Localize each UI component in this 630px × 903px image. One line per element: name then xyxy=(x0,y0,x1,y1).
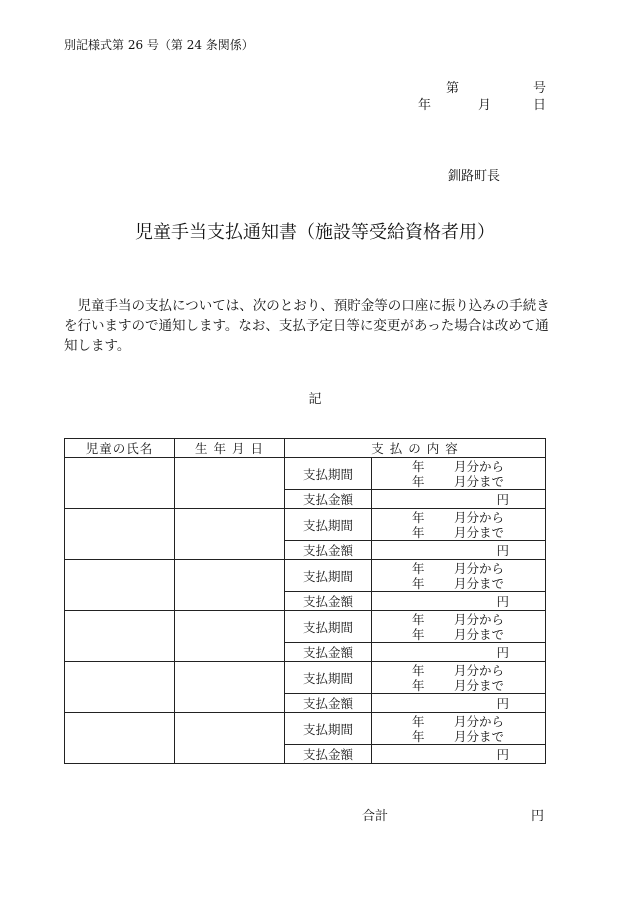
total-yen: 円 xyxy=(530,809,544,824)
amount-cell[interactable]: 円 xyxy=(372,541,546,560)
period-cell[interactable] xyxy=(372,662,546,694)
period-cell[interactable] xyxy=(372,509,546,541)
table-row xyxy=(65,458,546,490)
total-label: 合計 xyxy=(362,809,389,824)
period-from-month: 月分から xyxy=(454,662,505,678)
child-name-cell[interactable] xyxy=(65,662,175,713)
document-number xyxy=(446,77,546,95)
amount-cell[interactable]: 円 xyxy=(372,643,546,662)
period-from-year: 年 xyxy=(412,611,425,627)
period-to-year: 年 xyxy=(412,677,425,693)
amount-label: 支払金額 xyxy=(285,541,372,560)
child-name-cell[interactable] xyxy=(65,611,175,662)
period-from-year: 年 xyxy=(412,509,425,525)
period-label: 支払期間 xyxy=(285,458,372,490)
amount-cell[interactable]: 円 xyxy=(372,745,546,764)
period-from-month: 月分から xyxy=(454,611,505,627)
birthdate-cell[interactable] xyxy=(175,560,285,611)
period-cell[interactable] xyxy=(372,560,546,592)
period-to-month: 月分まで xyxy=(454,473,505,489)
period-from-month: 月分から xyxy=(454,458,505,474)
period-label: 支払期間 xyxy=(285,509,372,541)
period-to-month: 月分まで xyxy=(454,626,505,642)
doc-no-suffix: 号 xyxy=(532,81,546,96)
date-year: 年 xyxy=(418,98,432,113)
date-month: 月 xyxy=(478,98,492,113)
ki-heading: 記 xyxy=(308,392,322,407)
period-from-month: 月分から xyxy=(454,713,505,729)
period-from-year: 年 xyxy=(412,662,425,678)
period-to-month: 月分まで xyxy=(454,677,505,693)
period-label: 支払期間 xyxy=(285,560,372,592)
amount-label: 支払金額 xyxy=(285,490,372,509)
period-from-year: 年 xyxy=(412,458,425,474)
period-label: 支払期間 xyxy=(285,662,372,694)
period-to-year: 年 xyxy=(412,575,425,591)
period-to-month: 月分まで xyxy=(454,575,505,591)
period-label: 支払期間 xyxy=(285,611,372,643)
table-header-row xyxy=(65,439,546,458)
header-child-name: 児童の氏名 xyxy=(65,439,175,458)
period-from-month: 月分から xyxy=(454,509,505,525)
period-to-month: 月分まで xyxy=(454,524,505,540)
table-row xyxy=(65,611,546,643)
period-to-year: 年 xyxy=(412,524,425,540)
amount-label: 支払金額 xyxy=(285,745,372,764)
table-row xyxy=(65,509,546,541)
payment-table xyxy=(64,438,546,764)
table-row xyxy=(65,713,546,745)
period-to-year: 年 xyxy=(412,473,425,489)
doc-no-prefix: 第 xyxy=(446,81,460,96)
amount-cell[interactable]: 円 xyxy=(372,694,546,713)
birthdate-cell[interactable] xyxy=(175,662,285,713)
document-date xyxy=(418,94,546,112)
period-to-month: 月分まで xyxy=(454,728,505,744)
body-text: 児童手当の支払については、次のとおり、預貯金等の口座に振り込みの手続きを行いますので通知します。なお、支払予定日等に変更があった場合は改めて通知します。 xyxy=(64,298,550,354)
period-to-year: 年 xyxy=(412,626,425,642)
child-name-cell[interactable] xyxy=(65,509,175,560)
amount-label: 支払金額 xyxy=(285,643,372,662)
period-from-month: 月分から xyxy=(454,560,505,576)
form-number: 別記様式第 26 号（第 24 条関係） xyxy=(64,38,254,52)
period-from-year: 年 xyxy=(412,560,425,576)
child-name-cell[interactable] xyxy=(65,560,175,611)
period-cell[interactable] xyxy=(372,611,546,643)
birthdate-cell[interactable] xyxy=(175,509,285,560)
period-cell[interactable] xyxy=(372,713,546,745)
amount-label: 支払金額 xyxy=(285,694,372,713)
period-label: 支払期間 xyxy=(285,713,372,745)
sender-name: 釧路町長 xyxy=(448,169,501,184)
table-row xyxy=(65,662,546,694)
period-from-year: 年 xyxy=(412,713,425,729)
period-to-year: 年 xyxy=(412,728,425,744)
date-day: 日 xyxy=(532,98,546,113)
amount-cell[interactable]: 円 xyxy=(372,490,546,509)
child-name-cell[interactable] xyxy=(65,458,175,509)
document-title: 児童手当支払通知書（施設等受給資格者用） xyxy=(135,222,495,243)
amount-label: 支払金額 xyxy=(285,592,372,611)
birthdate-cell[interactable] xyxy=(175,713,285,764)
child-name-cell[interactable] xyxy=(65,713,175,764)
birthdate-cell[interactable] xyxy=(175,458,285,509)
period-cell[interactable] xyxy=(372,458,546,490)
table-row xyxy=(65,560,546,592)
header-payment-content: 支 払 の 内 容 xyxy=(285,439,546,458)
amount-cell[interactable]: 円 xyxy=(372,592,546,611)
header-birthdate: 生 年 月 日 xyxy=(175,439,285,458)
birthdate-cell[interactable] xyxy=(175,611,285,662)
